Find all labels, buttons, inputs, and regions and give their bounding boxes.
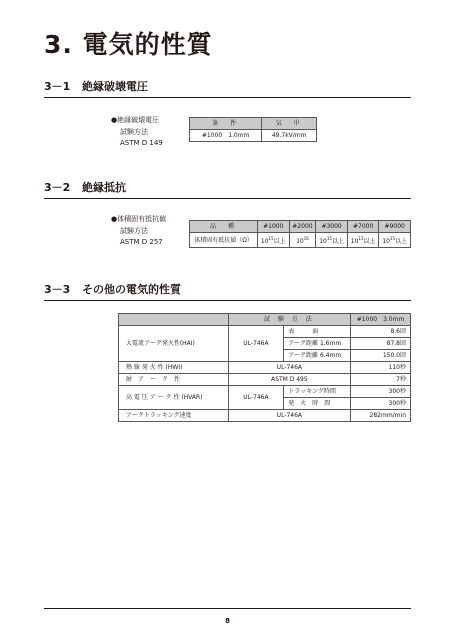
- value-exponent: 16: [303, 236, 309, 241]
- table-cell: 300秒: [351, 398, 411, 410]
- breakdown-voltage-table: [189, 117, 317, 142]
- table-row-label: アークトラッキング速度: [119, 410, 229, 422]
- table-cell: [289, 233, 316, 248]
- section-heading-other-electrical: [44, 283, 411, 301]
- table-cell: アーク距離 1.6mm: [284, 338, 351, 350]
- value-base: 10: [319, 238, 327, 245]
- method-value: ASTM D 149: [120, 139, 163, 147]
- bullet-icon: ●: [111, 215, 118, 223]
- footer-rule: [44, 608, 411, 609]
- table-cell: 7秒: [351, 374, 411, 386]
- table-cell: UL-746A: [228, 326, 284, 362]
- section-number: 3－3: [44, 283, 71, 296]
- method-label: 試験方法: [120, 226, 148, 235]
- table-cell: 150.0回: [351, 350, 411, 362]
- table-row-label: 高 電 圧 ア ー ク 性 (HVAR): [119, 386, 229, 410]
- value-base: 10: [296, 238, 304, 245]
- table-row-label: 体積固有抵抗値（Ω）: [190, 233, 258, 248]
- table-cell: 87.8回: [351, 338, 411, 350]
- table-cell: [258, 233, 290, 248]
- table-cell: [316, 233, 348, 248]
- table-header: #9000: [379, 221, 411, 233]
- value-suffix: 以上: [363, 238, 376, 245]
- value-exponent: 15: [268, 236, 274, 241]
- table-header: 品 種: [190, 221, 258, 233]
- section-heading-insulation-resistance: [44, 181, 411, 199]
- spec-breakdown-voltage: [111, 115, 163, 150]
- table-cell: 282mm/min: [351, 410, 411, 422]
- table-cell: UL-746A: [228, 386, 284, 410]
- other-electrical-table: [118, 313, 411, 422]
- table-cell: トラッキング時間: [284, 386, 351, 398]
- table-cell: UL-746A: [228, 362, 350, 374]
- table-cell: 49.7kV/mm: [262, 130, 317, 142]
- table-cell: #1000 1.0mm: [190, 130, 262, 142]
- section-title: 絶縁抵抗: [82, 181, 126, 194]
- page-number: 8: [225, 617, 230, 625]
- table-header-blank: [119, 314, 229, 326]
- method-label: 試験方法: [120, 127, 148, 136]
- table-header: 試 験 方 法: [228, 314, 350, 326]
- table-header: 条 件: [190, 118, 262, 130]
- table-header: #1000: [258, 221, 290, 233]
- table-cell: 発 火 時 間: [284, 398, 351, 410]
- table-header: #7000: [347, 221, 379, 233]
- table-header: #3000: [316, 221, 348, 233]
- bullet-icon: ●: [111, 116, 118, 124]
- value-exponent: 15: [326, 236, 332, 241]
- table-cell: [379, 233, 411, 248]
- table-cell: アーク距離 6.4mm: [284, 350, 351, 362]
- table-cell: ASTM D 495: [228, 374, 350, 386]
- value-suffix: 以上: [273, 238, 286, 245]
- table-header: #1000 3.0mm: [351, 314, 411, 326]
- value-base: 10: [350, 238, 359, 245]
- table-cell: 8.6回: [351, 326, 411, 338]
- table-cell: 表 面: [284, 326, 351, 338]
- section-number: 3－2: [44, 181, 71, 194]
- table-row-label: 耐 ア ー ク 性: [119, 374, 229, 386]
- table-header: 気 中: [262, 118, 317, 130]
- section-heading-breakdown-voltage: [44, 80, 411, 98]
- value-exponent: 15: [389, 236, 396, 241]
- table-cell: [347, 233, 379, 248]
- page-title: 3. 電気的性質: [44, 30, 213, 59]
- section-number: 3－1: [44, 80, 71, 93]
- table-cell: UL-746A: [228, 410, 350, 422]
- value-suffix: 以上: [331, 238, 344, 245]
- volume-resistivity-table: [189, 220, 411, 248]
- table-header: #2000: [289, 221, 316, 233]
- spec-volume-resistivity: [111, 214, 166, 249]
- table-row-label: 大電流アーク発火性(HAI): [119, 326, 229, 362]
- value-base: 10: [382, 238, 390, 245]
- spec-item: 体積固有抵抗値: [117, 215, 167, 223]
- table-cell: 300秒: [351, 386, 411, 398]
- value-exponent: 15: [358, 236, 364, 241]
- table-cell: 110秒: [351, 362, 411, 374]
- method-value: ASTM D 257: [120, 238, 163, 246]
- table-row-label: 熱 線 発 火 性 (HWI): [119, 362, 229, 374]
- value-base: 10: [260, 238, 269, 245]
- value-suffix: 以上: [395, 238, 408, 245]
- section-title: その他の電気的性質: [82, 283, 181, 296]
- spec-item: 絶縁破壊電圧: [117, 116, 160, 124]
- section-title: 絶縁破壊電圧: [82, 80, 148, 93]
